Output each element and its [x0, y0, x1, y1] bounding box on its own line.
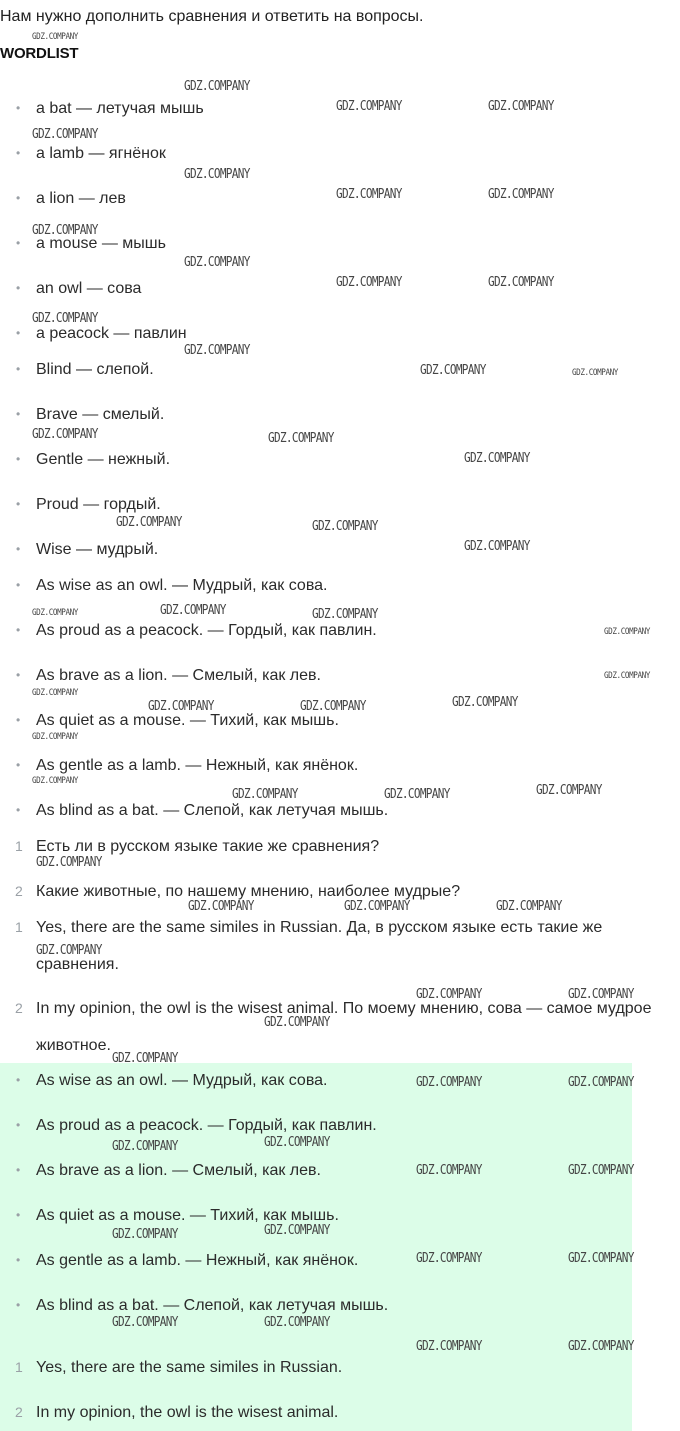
- watermark: GDZ.COMPANY: [416, 1163, 482, 1178]
- bullet-icon: •: [16, 362, 21, 376]
- watermark: GDZ.COMPANY: [568, 1251, 634, 1266]
- watermark: GDZ.COMPANY: [568, 1163, 634, 1178]
- watermark: GDZ.COMPANY: [184, 79, 250, 94]
- bullet-icon: •: [16, 101, 21, 115]
- watermark: GDZ.COMPANY: [112, 1227, 178, 1242]
- watermark: GDZ.COMPANY: [184, 167, 250, 182]
- watermark: GDZ.COMPANY: [488, 99, 554, 114]
- watermark: GDZ.COMPANY: [464, 539, 530, 554]
- watermark: GDZ.COMPANY: [604, 627, 650, 637]
- watermark: GDZ.COMPANY: [32, 32, 78, 42]
- watermark: GDZ.COMPANY: [336, 187, 402, 202]
- watermark: GDZ.COMPANY: [336, 99, 402, 114]
- bullet-icon: •: [16, 1298, 21, 1312]
- watermark: GDZ.COMPANY: [160, 603, 226, 618]
- watermark: GDZ.COMPANY: [32, 608, 78, 618]
- watermark: GDZ.COMPANY: [344, 899, 410, 914]
- watermark: GDZ.COMPANY: [184, 343, 250, 358]
- watermark: GDZ.COMPANY: [264, 1315, 330, 1330]
- watermark: GDZ.COMPANY: [568, 1339, 634, 1354]
- bullet-icon: •: [16, 497, 21, 511]
- bullet-icon: •: [16, 452, 21, 466]
- watermark: GDZ.COMPANY: [536, 783, 602, 798]
- watermark: GDZ.COMPANY: [264, 1223, 330, 1238]
- watermark: GDZ.COMPANY: [112, 1051, 178, 1066]
- watermark: GDZ.COMPANY: [232, 787, 298, 802]
- watermark: GDZ.COMPANY: [32, 688, 78, 698]
- bullet-icon: •: [16, 146, 21, 160]
- watermark: GDZ.COMPANY: [148, 699, 214, 714]
- bullet-icon: •: [16, 668, 21, 682]
- watermark: GDZ.COMPANY: [488, 275, 554, 290]
- watermark: GDZ.COMPANY: [416, 1339, 482, 1354]
- watermark: GDZ.COMPANY: [32, 732, 78, 742]
- watermark: GDZ.COMPANY: [568, 1075, 634, 1090]
- wordlist-heading: WORDLIST: [0, 45, 79, 62]
- bullet-icon: •: [16, 542, 21, 556]
- watermark: GDZ.COMPANY: [464, 451, 530, 466]
- bullet-icon: •: [16, 1253, 21, 1267]
- bullet-icon: •: [16, 623, 21, 637]
- watermark: GDZ.COMPANY: [416, 1075, 482, 1090]
- watermark: GDZ.COMPANY: [384, 787, 450, 802]
- watermark: GDZ.COMPANY: [264, 1135, 330, 1150]
- watermark: GDZ.COMPANY: [32, 311, 98, 326]
- watermark: GDZ.COMPANY: [452, 695, 518, 710]
- bullet-icon: •: [16, 1208, 21, 1222]
- watermark: GDZ.COMPANY: [32, 427, 98, 442]
- bullet-icon: •: [16, 326, 21, 340]
- watermark: GDZ.COMPANY: [300, 699, 366, 714]
- watermark: GDZ.COMPANY: [188, 899, 254, 914]
- watermark: GDZ.COMPANY: [572, 368, 618, 378]
- watermark: GDZ.COMPANY: [268, 431, 334, 446]
- watermark: GDZ.COMPANY: [36, 943, 102, 958]
- watermark: GDZ.COMPANY: [312, 519, 378, 534]
- watermark: GDZ.COMPANY: [604, 671, 650, 681]
- watermark: GDZ.COMPANY: [36, 855, 102, 870]
- watermark: GDZ.COMPANY: [264, 1015, 330, 1030]
- watermark: GDZ.COMPANY: [112, 1315, 178, 1330]
- bullet-icon: •: [16, 191, 21, 205]
- intro-text: Нам нужно дополнить сравнения и ответить на вопросы.: [0, 8, 424, 25]
- watermark: GDZ.COMPANY: [112, 1139, 178, 1154]
- bullet-icon: •: [16, 713, 21, 727]
- bullet-icon: •: [16, 803, 21, 817]
- watermark: GDZ.COMPANY: [416, 987, 482, 1002]
- watermark: GDZ.COMPANY: [420, 363, 486, 378]
- watermark: GDZ.COMPANY: [32, 776, 78, 786]
- watermark: GDZ.COMPANY: [336, 275, 402, 290]
- bullet-icon: •: [16, 236, 21, 250]
- watermark: GDZ.COMPANY: [416, 1251, 482, 1266]
- bullet-icon: •: [16, 1163, 21, 1177]
- bullet-icon: •: [16, 578, 21, 592]
- watermark: GDZ.COMPANY: [184, 255, 250, 270]
- watermark: GDZ.COMPANY: [568, 987, 634, 1002]
- bullet-icon: •: [16, 1118, 21, 1132]
- bullet-icon: •: [16, 281, 21, 295]
- watermark: GDZ.COMPANY: [312, 607, 378, 622]
- watermark: GDZ.COMPANY: [32, 127, 98, 142]
- bullet-icon: •: [16, 407, 21, 421]
- watermark: GDZ.COMPANY: [496, 899, 562, 914]
- watermark: GDZ.COMPANY: [32, 223, 98, 238]
- bullet-icon: •: [16, 1073, 21, 1087]
- watermark: GDZ.COMPANY: [116, 515, 182, 530]
- watermark: GDZ.COMPANY: [488, 187, 554, 202]
- bullet-icon: •: [16, 758, 21, 772]
